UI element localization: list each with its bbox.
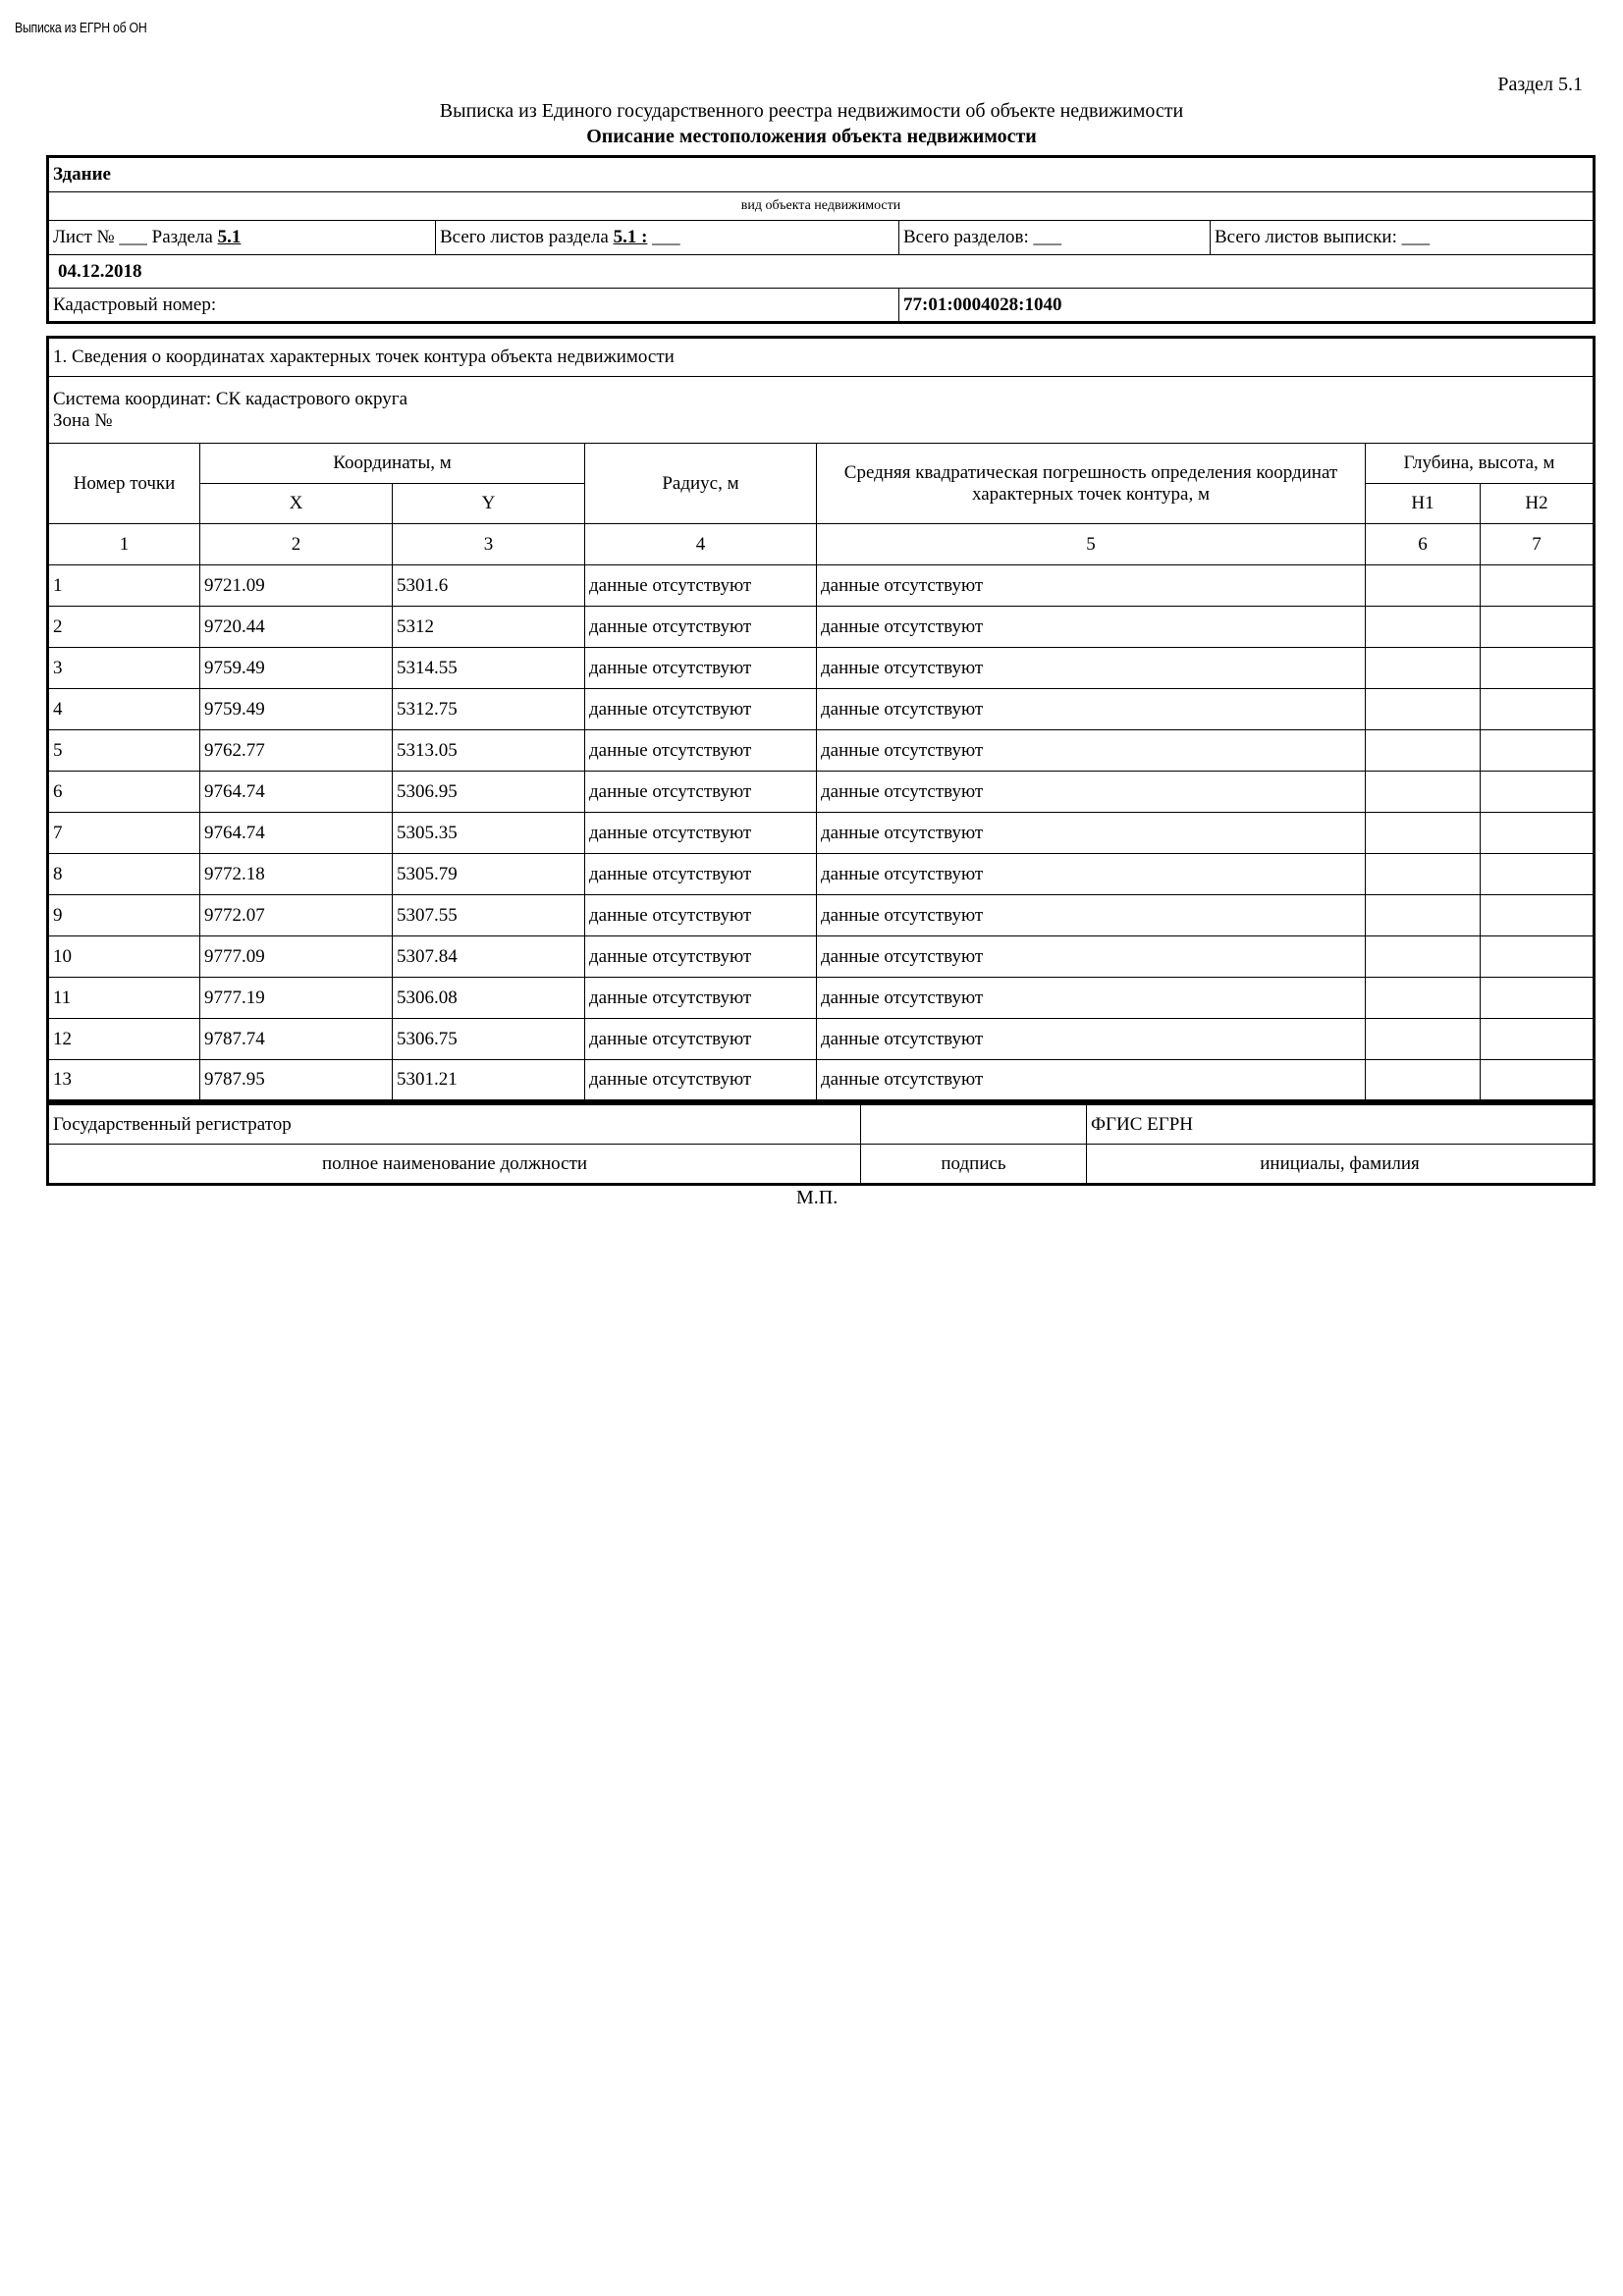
- total-sheets-cell: [436, 221, 899, 255]
- point-number-cell: 7: [48, 813, 200, 854]
- radius-cell: данные отсутствуют: [585, 772, 817, 813]
- coordinates-table: [46, 336, 1596, 1102]
- table-row: [48, 607, 1595, 648]
- table-row: [48, 936, 1595, 978]
- radius-cell: данные отсутствуют: [585, 607, 817, 648]
- point-number-cell: 2: [48, 607, 200, 648]
- h2-cell: [1481, 730, 1595, 772]
- x-coordinate-cell: 9787.95: [200, 1060, 393, 1101]
- error-cell: данные отсутствуют: [817, 854, 1366, 895]
- y-coordinate-cell: 5306.08: [393, 978, 585, 1019]
- header-y: Y: [393, 484, 585, 524]
- y-coordinate-cell: 5314.55: [393, 648, 585, 689]
- h1-cell: [1366, 895, 1481, 936]
- radius-cell: данные отсутствуют: [585, 895, 817, 936]
- x-coordinate-cell: 9721.09: [200, 565, 393, 607]
- h1-cell: [1366, 1060, 1481, 1101]
- sheet-number-cell: [48, 221, 436, 255]
- header-point-number: Номер точки: [48, 444, 200, 524]
- x-coordinate-cell: 9759.49: [200, 648, 393, 689]
- total-sheets-blank: ___: [647, 227, 680, 247]
- h1-cell: [1366, 854, 1481, 895]
- x-coordinate-cell: 9772.18: [200, 854, 393, 895]
- h1-cell: [1366, 689, 1481, 730]
- h2-cell: [1481, 813, 1595, 854]
- error-cell: данные отсутствуют: [817, 730, 1366, 772]
- header-error: Средняя квадратическая погрешность определения координат характерных точек контура, м: [817, 444, 1366, 524]
- point-number-cell: 8: [48, 854, 200, 895]
- column-number: 1: [48, 524, 200, 565]
- point-number-cell: 10: [48, 936, 200, 978]
- table-row: [48, 689, 1595, 730]
- object-type: Здание: [48, 157, 1595, 192]
- position-caption: полное наименование должности: [48, 1145, 861, 1185]
- error-cell: данные отсутствуют: [817, 813, 1366, 854]
- point-number-cell: 12: [48, 1019, 200, 1060]
- document-title: Выписка из Единого государственного реестра недвижимости об объекте недвижимости: [439, 100, 1184, 122]
- h1-cell: [1366, 607, 1481, 648]
- table-row: [48, 565, 1595, 607]
- table-row: [48, 1060, 1595, 1101]
- y-coordinate-cell: 5306.95: [393, 772, 585, 813]
- h2-cell: [1481, 936, 1595, 978]
- cadastral-number-label: Кадастровый номер:: [48, 289, 899, 323]
- h1-cell: [1366, 730, 1481, 772]
- sheet-section-number: 5.1: [217, 227, 242, 247]
- zone-line: Зона №: [53, 409, 113, 431]
- y-coordinate-cell: 5306.75: [393, 1019, 585, 1060]
- registrar-signature: [861, 1104, 1087, 1145]
- header-h1: H1: [1366, 484, 1481, 524]
- table-row: [48, 854, 1595, 895]
- coordinates-section-title: 1. Сведения о координатах характерных точек контура объекта недвижимости: [48, 338, 1595, 377]
- error-cell: данные отсутствуют: [817, 772, 1366, 813]
- total-extract-sheets: Всего листов выписки: ___: [1211, 221, 1595, 255]
- x-coordinate-cell: 9720.44: [200, 607, 393, 648]
- h1-cell: [1366, 978, 1481, 1019]
- registrar-position: Государственный регистратор: [48, 1104, 861, 1145]
- total-sections: Всего разделов: ___: [899, 221, 1211, 255]
- coordinate-system-cell: [48, 377, 1595, 444]
- point-number-cell: 3: [48, 648, 200, 689]
- h2-cell: [1481, 689, 1595, 730]
- h1-cell: [1366, 772, 1481, 813]
- h2-cell: [1481, 1060, 1595, 1101]
- point-number-cell: 11: [48, 978, 200, 1019]
- h2-cell: [1481, 772, 1595, 813]
- column-numbers-row: [48, 524, 1595, 565]
- h2-cell: [1481, 607, 1595, 648]
- document-subtitle: Описание местоположения объекта недвижимости: [586, 126, 1037, 147]
- table-row: [48, 895, 1595, 936]
- cadastral-number-value: 77:01:0004028:1040: [899, 289, 1595, 323]
- radius-cell: данные отсутствуют: [585, 730, 817, 772]
- table-row: [48, 648, 1595, 689]
- header-coordinates: Координаты, м: [200, 444, 585, 484]
- point-number-cell: 4: [48, 689, 200, 730]
- point-number-cell: 1: [48, 565, 200, 607]
- signature-caption: подпись: [861, 1145, 1087, 1185]
- column-number: 3: [393, 524, 585, 565]
- column-number: 4: [585, 524, 817, 565]
- y-coordinate-cell: 5307.55: [393, 895, 585, 936]
- x-coordinate-cell: 9764.74: [200, 772, 393, 813]
- h2-cell: [1481, 854, 1595, 895]
- h2-cell: [1481, 895, 1595, 936]
- point-number-cell: 6: [48, 772, 200, 813]
- object-info-table: [46, 155, 1596, 324]
- sheet-number-label: Лист № ___ Раздела: [53, 227, 218, 247]
- x-coordinate-cell: 9777.19: [200, 978, 393, 1019]
- error-cell: данные отсутствуют: [817, 895, 1366, 936]
- h2-cell: [1481, 978, 1595, 1019]
- y-coordinate-cell: 5305.79: [393, 854, 585, 895]
- h1-cell: [1366, 648, 1481, 689]
- point-number-cell: 9: [48, 895, 200, 936]
- table-row: [48, 813, 1595, 854]
- x-coordinate-cell: 9787.74: [200, 1019, 393, 1060]
- h1-cell: [1366, 1019, 1481, 1060]
- x-coordinate-cell: 9772.07: [200, 895, 393, 936]
- radius-cell: данные отсутствуют: [585, 648, 817, 689]
- stamp-place-label: М.П.: [796, 1187, 839, 1208]
- h2-cell: [1481, 648, 1595, 689]
- document-corner-label: Выписка из ЕГРН об ОН: [15, 20, 147, 36]
- x-coordinate-cell: 9777.09: [200, 936, 393, 978]
- header-radius: Радиус, м: [585, 444, 817, 524]
- table-row: [48, 978, 1595, 1019]
- registrar-name: ФГИС ЕГРН: [1087, 1104, 1595, 1145]
- radius-cell: данные отсутствуют: [585, 1019, 817, 1060]
- column-number: 7: [1481, 524, 1595, 565]
- total-sheets-section: 5.1 :: [613, 227, 648, 247]
- header-depth: Глубина, высота, м: [1366, 444, 1595, 484]
- table-row: [48, 772, 1595, 813]
- point-number-cell: 13: [48, 1060, 200, 1101]
- radius-cell: данные отсутствуют: [585, 978, 817, 1019]
- column-number: 5: [817, 524, 1366, 565]
- y-coordinate-cell: 5312: [393, 607, 585, 648]
- y-coordinate-cell: 5313.05: [393, 730, 585, 772]
- h1-cell: [1366, 813, 1481, 854]
- error-cell: данные отсутствуют: [817, 689, 1366, 730]
- y-coordinate-cell: 5305.35: [393, 813, 585, 854]
- coordinate-system-line: Система координат: СК кадастрового округа: [53, 388, 408, 409]
- table-row: [48, 730, 1595, 772]
- radius-cell: данные отсутствуют: [585, 813, 817, 854]
- y-coordinate-cell: 5301.21: [393, 1060, 585, 1101]
- radius-cell: данные отсутствуют: [585, 689, 817, 730]
- header-h2: H2: [1481, 484, 1595, 524]
- column-number: 2: [200, 524, 393, 565]
- h1-cell: [1366, 565, 1481, 607]
- x-coordinate-cell: 9762.77: [200, 730, 393, 772]
- radius-cell: данные отсутствуют: [585, 1060, 817, 1101]
- table-row: [48, 1019, 1595, 1060]
- radius-cell: данные отсутствуют: [585, 936, 817, 978]
- signature-table: [46, 1102, 1596, 1186]
- h2-cell: [1481, 565, 1595, 607]
- h2-cell: [1481, 1019, 1595, 1060]
- h1-cell: [1366, 936, 1481, 978]
- extract-date: 04.12.2018: [48, 255, 1595, 289]
- x-coordinate-cell: 9764.74: [200, 813, 393, 854]
- error-cell: данные отсутствуют: [817, 936, 1366, 978]
- object-type-caption: вид объекта недвижимости: [48, 192, 1595, 221]
- y-coordinate-cell: 5301.6: [393, 565, 585, 607]
- y-coordinate-cell: 5312.75: [393, 689, 585, 730]
- error-cell: данные отсутствуют: [817, 1019, 1366, 1060]
- error-cell: данные отсутствуют: [817, 1060, 1366, 1101]
- error-cell: данные отсутствуют: [817, 648, 1366, 689]
- error-cell: данные отсутствуют: [817, 978, 1366, 1019]
- name-caption: инициалы, фамилия: [1087, 1145, 1595, 1185]
- radius-cell: данные отсутствуют: [585, 565, 817, 607]
- section-number-label: Раздел 5.1: [1497, 74, 1583, 95]
- y-coordinate-cell: 5307.84: [393, 936, 585, 978]
- error-cell: данные отсутствуют: [817, 607, 1366, 648]
- column-number: 6: [1366, 524, 1481, 565]
- header-x: X: [200, 484, 393, 524]
- radius-cell: данные отсутствуют: [585, 854, 817, 895]
- point-number-cell: 5: [48, 730, 200, 772]
- total-sheets-label: Всего листов раздела: [440, 227, 614, 247]
- coordinate-rows: [48, 565, 1595, 1101]
- x-coordinate-cell: 9759.49: [200, 689, 393, 730]
- error-cell: данные отсутствуют: [817, 565, 1366, 607]
